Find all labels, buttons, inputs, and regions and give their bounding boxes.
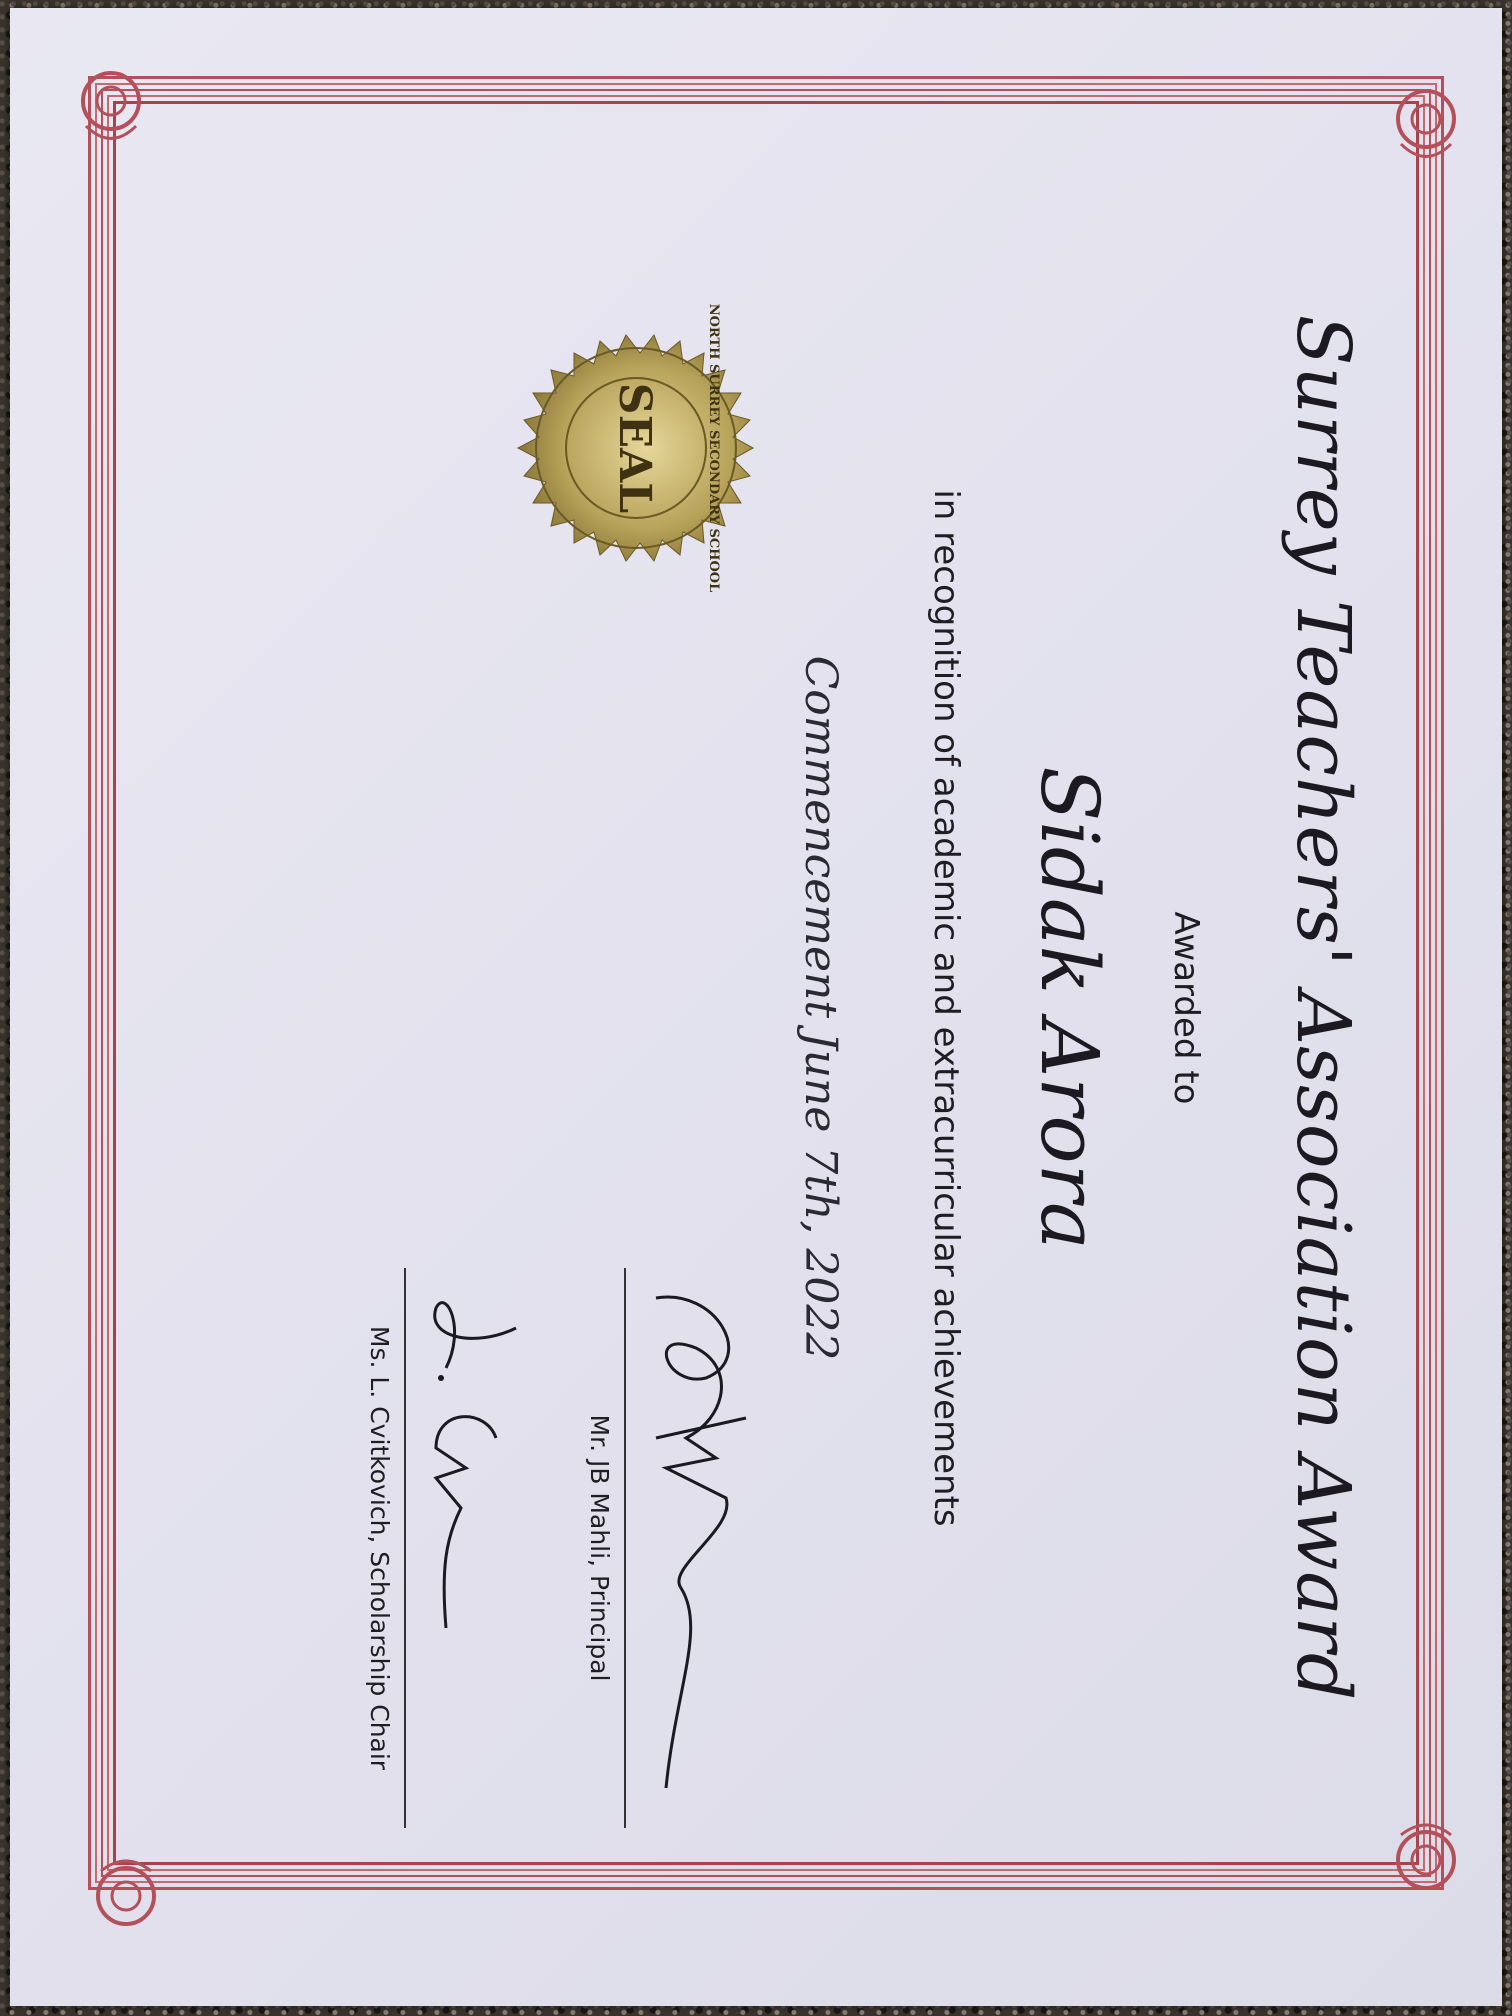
seal-ring-text: NORTH SURREY SECONDARY SCHOOL: [706, 303, 721, 593]
certificate-content: [106, 118, 1406, 1898]
principal-signature-block: [585, 1268, 626, 1828]
signature-line: [404, 1268, 406, 1828]
chair-signature-icon: [406, 1268, 556, 1828]
chair-signature-block: [365, 1268, 406, 1828]
signature-line: [624, 1268, 626, 1828]
awarded-to-label: Awarded to: [1166, 911, 1206, 1105]
commencement-date: Commencement June 7th, 2022: [795, 655, 846, 1361]
certificate-title: Surrey Teachers' Association Award: [1280, 314, 1366, 1702]
recognition-text: in recognition of academic and extracurricular achievements: [926, 489, 966, 1527]
gold-seal-icon: [466, 278, 806, 618]
principal-name: Mr. JB Mahli, Principal: [585, 1414, 614, 1682]
principal-signature-icon: [626, 1268, 776, 1828]
chair-name: Ms. L. Cvitkovich, Scholarship Chair: [365, 1325, 394, 1771]
seal-text: SEAL: [609, 382, 660, 514]
recipient-name: Sidak Arora: [1023, 766, 1116, 1250]
